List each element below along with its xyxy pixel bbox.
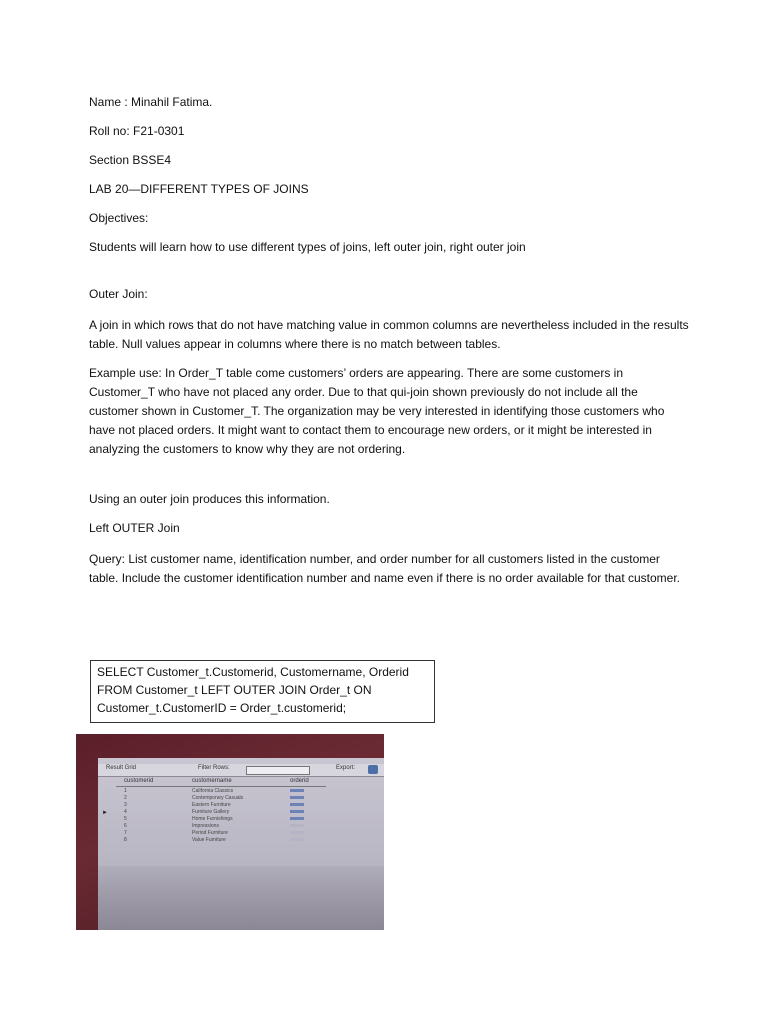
sql-line: FROM Customer_t LEFT OUTER JOIN Order_t ON: [97, 683, 372, 697]
column-header: customername: [192, 778, 232, 784]
document-body: [89, 95, 689, 588]
order-id-cell: [290, 838, 304, 841]
order-id-cell: [290, 817, 304, 820]
section: Section BSSE4: [89, 153, 172, 167]
customer-name-cell: Home Furnishings: [192, 816, 233, 822]
outer-join-note: Using an outer join produces this information.: [89, 492, 330, 506]
lab-title: LAB 20—DIFFERENT TYPES OF JOINS: [89, 182, 309, 196]
export-label: Export:: [336, 765, 356, 771]
table-row: [116, 830, 326, 837]
table-row: [116, 795, 326, 802]
result-toolbar: [98, 764, 384, 777]
objectives-heading: Objectives:: [89, 211, 149, 225]
customer-name-cell: Contemporary Casuals: [192, 795, 244, 801]
student-name: Name : Minahil Fatima.: [89, 95, 213, 109]
customer-id-cell: 4: [124, 809, 127, 815]
grid-header: [116, 778, 326, 787]
customer-name-cell: California Classics: [192, 788, 234, 794]
customer-id-cell: 6: [124, 823, 127, 829]
monitor-screen: [98, 758, 384, 930]
customer-name-cell: Furniture Gallery: [192, 809, 230, 815]
table-row: [116, 823, 326, 830]
sql-line: SELECT Customer_t.Customerid, Customername, Orderid: [97, 665, 409, 679]
result-grid-tab: Result Grid: [106, 765, 137, 771]
order-id-cell: [290, 789, 304, 792]
order-id-cell: [290, 824, 304, 827]
customer-name-cell: Impressions: [192, 823, 219, 829]
table-row: [116, 802, 326, 809]
table-row: [116, 837, 326, 844]
row-pointer-icon: ►: [102, 810, 108, 816]
outer-join-example: Example use: In Order_T table come customers’ orders are appearing. There are some customers in Customer_T who have not placed any order. Due to that qui-join shown previously do not include all the customer shown in Customer_T. The organization may be very interested in identifying those customers who have not placed orders. It might want to contact them to encourage new orders, or it might be interested in analyzing the customers to know why they are not ordering.: [89, 366, 665, 456]
outer-join-definition: A join in which rows that do not have matching value in common columns are nevertheless included in the results table. Null values appear in columns where there is no match between tables.: [89, 318, 689, 351]
query-description: Query: List customer name, identification number, and order number for all customers listed in the customer table. Include the customer identification number and name even if there is no order available for that customer.: [89, 552, 680, 585]
column-header: customerid: [124, 778, 154, 784]
column-header: orderid: [290, 778, 309, 784]
sql-code-box: [90, 660, 435, 723]
table-row: [116, 788, 326, 795]
export-icon: [368, 765, 378, 774]
objectives-text: Students will learn how to use different types of joins, left outer join, right outer join: [89, 240, 526, 254]
customer-id-cell: 8: [124, 837, 127, 843]
filter-rows-label: Filter Rows:: [198, 765, 230, 771]
roll-number: Roll no: F21-0301: [89, 124, 185, 138]
order-id-cell: [290, 831, 304, 834]
table-row: [116, 816, 326, 823]
order-id-cell: [290, 796, 304, 799]
order-id-cell: [290, 803, 304, 806]
customer-name-cell: Period Furniture: [192, 830, 228, 836]
customer-name-cell: Value Furniture: [192, 837, 226, 843]
left-outer-heading: Left OUTER Join: [89, 521, 180, 535]
customer-id-cell: 5: [124, 816, 127, 822]
customer-id-cell: 3: [124, 802, 127, 808]
result-screenshot-photo: [76, 734, 384, 930]
customer-id-cell: 1: [124, 788, 127, 794]
blurred-area: [98, 866, 384, 930]
outer-join-heading: Outer Join:: [89, 287, 148, 301]
customer-id-cell: 7: [124, 830, 127, 836]
order-id-cell: [290, 810, 304, 813]
customer-id-cell: 2: [124, 795, 127, 801]
filter-input: [246, 766, 310, 775]
customer-name-cell: Eastern Furniture: [192, 802, 231, 808]
table-row: [116, 809, 326, 816]
sql-line: Customer_t.CustomerID = Order_t.customerid;: [97, 701, 347, 715]
grid-rows: [116, 788, 326, 844]
